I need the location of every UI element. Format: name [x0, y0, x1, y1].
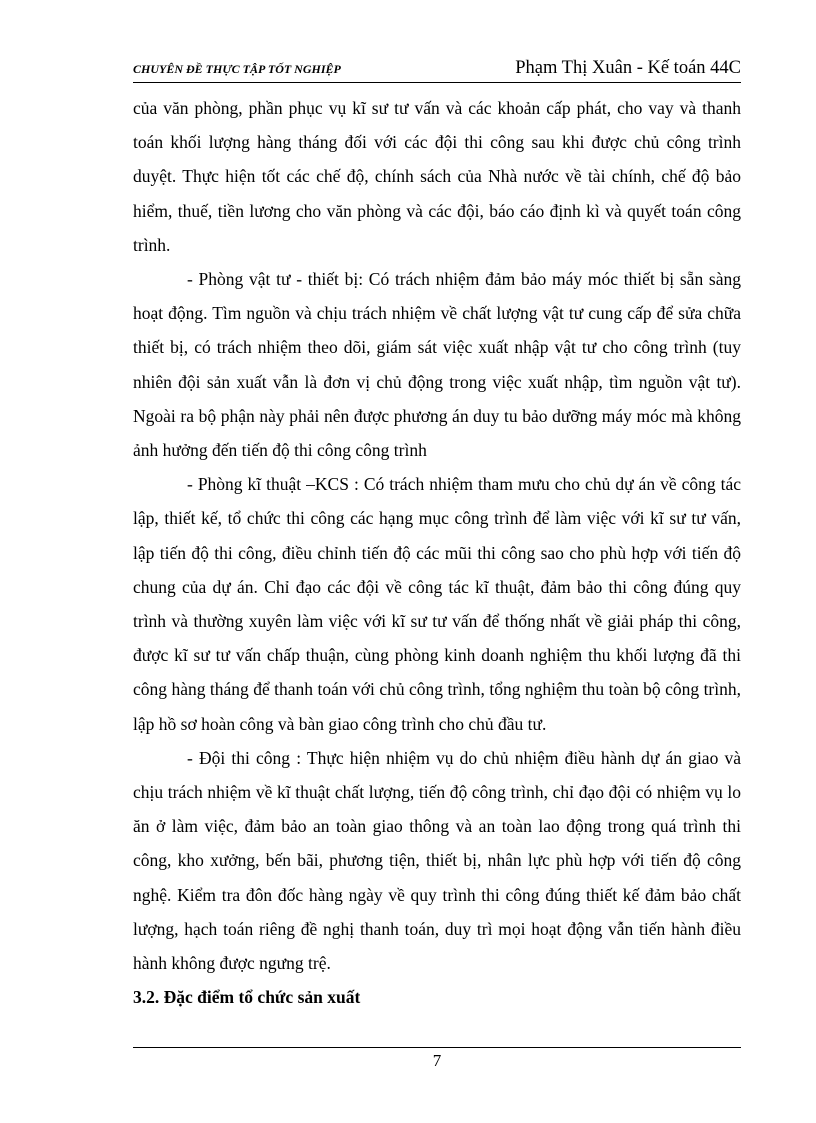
document-title: CHUYÊN ĐỀ THỰC TẬP TỐT NGHIỆP [133, 62, 341, 76]
page-body [133, 91, 741, 1014]
author-info: Phạm Thị Xuân - Kế toán 44C [515, 58, 741, 78]
footer-divider [133, 1047, 741, 1048]
paragraph-construction-team: - Đội thi công : Thực hiện nhiệm vụ do chủ nhiệm điều hành dự án giao và chịu trách nhiệm về kĩ thuật chất lượng, tiến độ công trình, chỉ đạo đội có nhiệm vụ lo ăn ở làm việc, đảm bảo an toàn giao thông và an toàn lao động trong quá trình thi công, kho xưởng, bến bãi, phương tiện, thiết bị, nhân lực phù hợp với tiến độ công nghệ. Kiểm tra đôn đốc hàng ngày về quy trình thi công đúng thiết kế đảm bảo chất lượng, hạch toán riêng đề nghị thanh toán, duy trì mọi hoạt động vẫn tiến hành điều hành không được ngưng trệ. [133, 747, 741, 974]
page-number: 7 [432, 1051, 442, 1070]
section-heading: 3.2. Đặc điểm tổ chức sản xuất [133, 987, 361, 1008]
paragraph-technical-department: - Phòng kĩ thuật –KCS : Có trách nhiệm tham mưu cho chủ dự án về công tác lập, thiết kế, tổ chức thi công các hạng mục công trình để làm việc với kĩ sư tư vấn, lập tiến độ thi công, điều chỉnh tiến độ các mũi thi công sao cho phù hợp với tiến độ chung của dự án. Chỉ đạo các đội về công tác kĩ thuật, đảm bảo thi công đúng quy trình và thường xuyên làm việc với kĩ sư tư vấn để thống nhất về giải pháp thi công, được kĩ sư tư vấn chấp thuận, cùng phòng kinh doanh nghiệm thu khối lượng đã thi công hàng tháng để thanh toán với chủ công trình, tổng nghiệm thu toàn bộ công trình, lập hồ sơ hoàn công và bàn giao công trình cho chủ đầu tư. [133, 474, 741, 734]
paragraph-continuation: của văn phòng, phần phục vụ kĩ sư tư vấn và các khoản cấp phát, cho vay và thanh toán khối lượng hàng tháng đối với các đội thi công sau khi được chủ công trình duyệt. Thực hiện tốt các chế độ, chính sách của Nhà nước về tài chính, chế độ bảo hiểm, thuế, tiền lương cho văn phòng và các đội, báo cáo định kì và quyết toán công trình. [133, 98, 741, 255]
page-header [133, 56, 741, 83]
paragraph-materials-department: - Phòng vật tư - thiết bị: Có trách nhiệm đảm bảo máy móc thiết bị sẵn sàng hoạt động. Tìm nguồn và chịu trách nhiệm về chất lượng vật tư cung cấp để sửa chữa thiết bị, có trách nhiệm theo dõi, giám sát việc xuất nhập vật tư cho công trình (tuy nhiên đội sản xuất vẫn là đơn vị chủ động trong việc xuất nhập, tìm nguồn vật tư). Ngoài ra bộ phận này phải nên được phương án duy tu bảo dưỡng máy móc mà không ảnh hưởng đến tiến độ thi công công trình [133, 269, 741, 461]
